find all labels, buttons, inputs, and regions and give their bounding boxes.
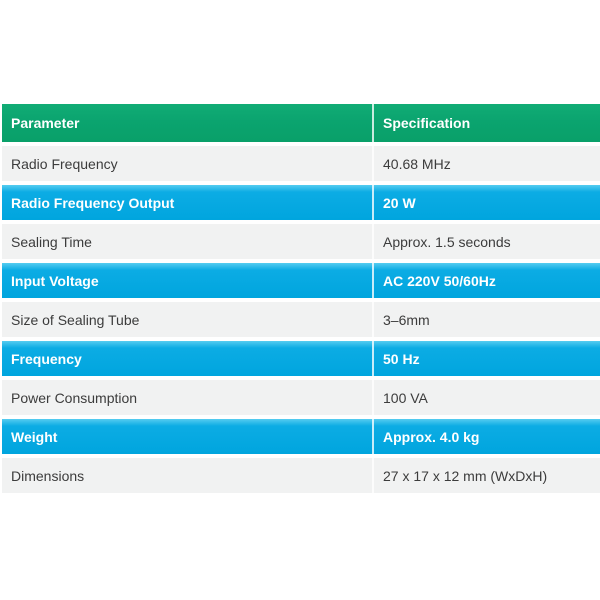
specification-cell: 3–6mm <box>383 311 430 328</box>
table-row <box>2 380 600 415</box>
table-row <box>2 302 600 337</box>
table-row <box>2 185 600 220</box>
table-row <box>2 224 600 259</box>
table-row <box>2 146 600 181</box>
specification-cell: 50 Hz <box>383 350 420 367</box>
parameter-cell: Weight <box>11 428 58 445</box>
specification-cell: 100 VA <box>383 389 428 406</box>
specification-cell: 40.68 MHz <box>383 155 451 172</box>
parameter-cell: Radio Frequency Output <box>11 194 175 211</box>
parameter-cell: Size of Sealing Tube <box>11 311 140 328</box>
parameter-cell: Sealing Time <box>11 233 92 250</box>
specification-cell: Approx. 1.5 seconds <box>383 233 511 250</box>
column-header-specification: Specification <box>383 115 471 131</box>
specification-cell: Approx. 4.0 kg <box>383 428 480 445</box>
parameter-cell: Dimensions <box>11 467 85 484</box>
specification-cell: 20 W <box>383 194 416 211</box>
spec-table <box>2 104 600 497</box>
table-row <box>2 263 600 298</box>
table-body <box>2 146 600 493</box>
column-header-parameter: Parameter <box>11 115 80 131</box>
table-row <box>2 341 600 376</box>
table-header-row <box>2 104 600 142</box>
table-row <box>2 458 600 493</box>
specification-cell: 27 x 17 x 12 mm (WxDxH) <box>383 467 548 484</box>
parameter-cell: Power Consumption <box>11 389 138 406</box>
parameter-cell: Input Voltage <box>11 272 99 289</box>
parameter-cell: Radio Frequency <box>11 155 118 172</box>
specification-cell: AC 220V 50/60Hz <box>383 272 496 289</box>
parameter-cell: Frequency <box>11 350 82 367</box>
table-row <box>2 419 600 454</box>
